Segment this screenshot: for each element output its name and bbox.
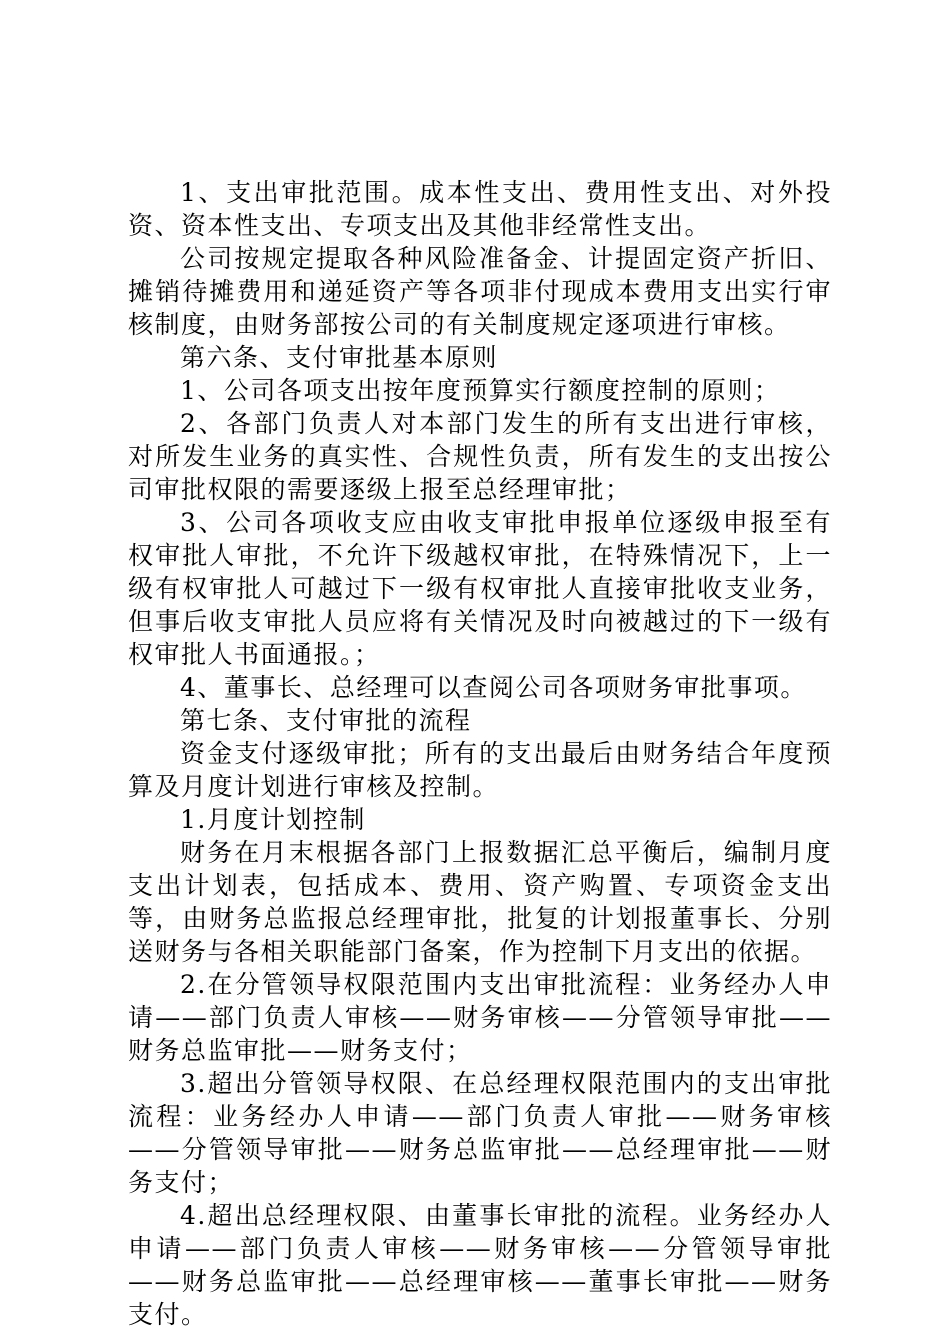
- paragraph-expense-scope: 1、支出审批范围。成本性支出、费用性支出、对外投资、资本性支出、专项支出及其他非经常性支出。: [128, 178, 832, 240]
- paragraph-chairman-flow: 4.超出总经理权限、由董事长审批的流程。业务经办人申请——部门负责人审核——财务审核——分管领导审批——财务总监审批——总经理审核——董事长审批——财务支付。: [128, 1201, 832, 1329]
- paragraph-noncash-review: 公司按规定提取各种风险准备金、计提固定资产折旧、摊销待摊费用和递延资产等各项非付现成本费用支出实行审核制度，由财务部按公司的有关制度规定逐项进行审核。: [128, 244, 832, 339]
- paragraph-monthly-plan: 财务在月末根据各部门上报数据汇总平衡后，编制月度支出计划表，包括成本、费用、资产购置、专项资金支出等，由财务总监报总经理审批，批复的计划报董事长、分别送财务与各相关职能部门备案，作为控制下月支出的依据。: [128, 838, 832, 966]
- paragraph-review-items: 4、董事长、总经理可以查阅公司各项财务审批事项。: [180, 673, 807, 702]
- monthly-plan-heading: 1.月度计划控制: [180, 805, 366, 834]
- paragraph-manager-approval-flow: 2.在分管领导权限范围内支出审批流程：业务经办人申请——部门负责人审核——财务审核——分管领导审批——财务总监审批——财务支付；: [128, 970, 832, 1065]
- paragraph-approval-authority: 3、公司各项收支应由收支审批申报单位逐级申报至有权审批人审批，不允许下级越权审批，在特殊情况下，上一级有权审批人可越过下一级有权审批人直接审批收支业务，但事后收支审批人员应将有关情况及时向被越过的下一级有权审批人书面通报。；: [128, 508, 832, 669]
- paragraph-general-manager-flow: 3.超出分管领导权限、在总经理权限范围内的支出审批流程：业务经办人申请——部门负责人审批——财务审核——分管领导审批——财务总监审批——总经理审批——财务支付；: [128, 1069, 832, 1197]
- article-seven-heading: 第七条、支付审批的流程: [180, 706, 472, 735]
- document-body: [128, 176, 832, 1331]
- paragraph-department-review: 2、各部门负责人对本部门发生的所有支出进行审核，对所发生业务的真实性、合规性负责，所有发生的支出按公司审批权限的需要逐级上报至总经理审批；: [128, 409, 832, 504]
- paragraph-budget-principle: 1、公司各项支出按年度预算实行额度控制的原则；: [180, 376, 781, 405]
- article-six-heading: 第六条、支付审批基本原则: [180, 343, 499, 372]
- paragraph-payment-control: 资金支付逐级审批；所有的支出最后由财务结合年度预算及月度计划进行审核及控制。: [128, 739, 832, 801]
